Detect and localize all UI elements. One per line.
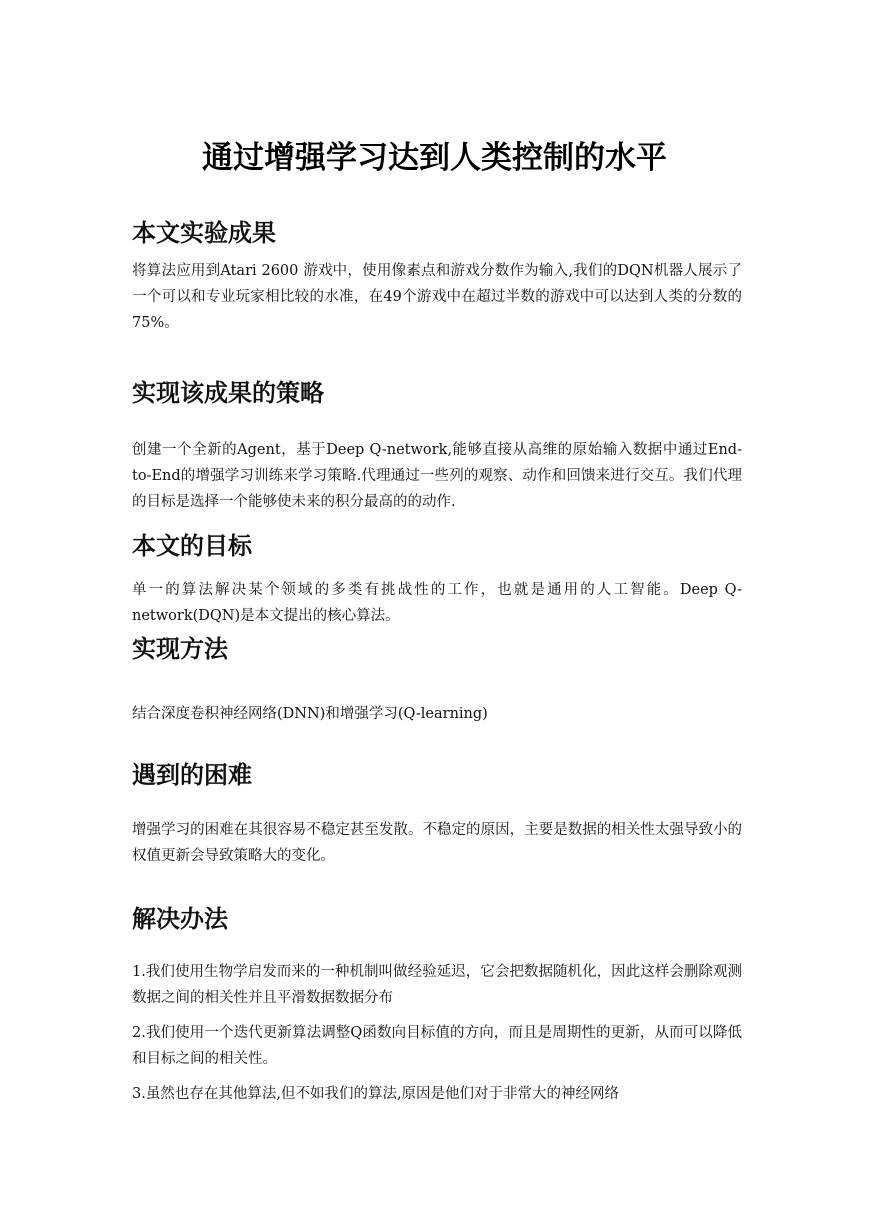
- section-heading-goal: 本文的目标: [132, 532, 252, 560]
- solution-item-1: 1.我们使用生物学启发而来的一种机制叫做经验延迟，它会把数据随机化，因此这样会删除观测数据之间的相关性并且平滑数据数据分布: [132, 964, 742, 1006]
- section-heading-results: 本文实验成果: [132, 219, 276, 247]
- section-paragraph-strategy: 创建一个全新的Agent，基于Deep Q-network,能够直接从高维的原始输入数据中通过End-to-End的增强学习训练来学习策略.代理通过一些列的观察、动作和回馈来进行交互。我们代理的目标是选择一个能够使未来的积分最高的的动作.: [132, 442, 742, 510]
- section-paragraph-difficulty: 增强学习的困难在其很容易不稳定甚至发散。不稳定的原因，主要是数据的相关性太强导致小的权值更新会导致策略大的变化。: [132, 822, 742, 864]
- section-heading-strategy: 实现该成果的策略: [132, 379, 324, 407]
- section-heading-solution: 解决办法: [132, 905, 228, 933]
- section-paragraph-results: 将算法应用到Atari 2600 游戏中，使用像素点和游戏分数作为输入,我们的DQN机器人展示了一个可以和专业玩家相比较的水准，在49个游戏中在超过半数的游戏中可以达到人类的分数的75%。: [132, 263, 742, 331]
- section-heading-difficulty: 遇到的困难: [132, 761, 252, 789]
- solution-item-2: 2.我们使用一个迭代更新算法调整Q函数向目标值的方向，而且是周期性的更新，从而可以降低和目标之间的相关性。: [132, 1025, 742, 1067]
- section-paragraph-method: 结合深度卷积神经网络(DNN)和增强学习(Q-learning): [132, 706, 488, 722]
- section-paragraph-goal: 单一的算法解决某个领域的多类有挑战性的工作，也就是通用的人工智能。Deep Q-network(DQN)是本文提出的核心算法。: [132, 582, 742, 624]
- document-title: 通过增强学习达到人类控制的水平: [202, 140, 667, 176]
- section-heading-method: 实现方法: [132, 635, 228, 663]
- solution-item-3: 3.虽然也存在其他算法,但不如我们的算法,原因是他们对于非常大的神经网络: [132, 1086, 620, 1102]
